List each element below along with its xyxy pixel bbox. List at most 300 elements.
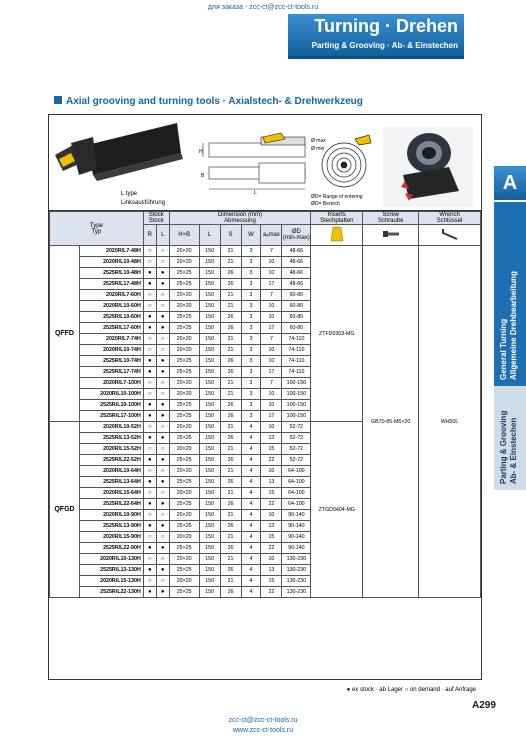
od-range: 74-110 xyxy=(282,356,311,367)
od-range: 48-66 xyxy=(282,279,311,290)
dim-l-label: L xyxy=(254,190,257,196)
stock-r: ○ xyxy=(143,510,156,521)
s-value: 26 xyxy=(220,587,241,598)
amax-value: 13 xyxy=(261,477,282,488)
stock-r: ● xyxy=(143,433,156,444)
s-value: 26 xyxy=(220,400,241,411)
stock-r: ● xyxy=(143,356,156,367)
hxb-value: 25×25 xyxy=(169,356,199,367)
part-code: 2020R/L10-74H xyxy=(79,345,143,356)
w-value: 3 xyxy=(241,334,261,345)
stock-l: ● xyxy=(156,279,169,290)
amax-value: 10 xyxy=(261,257,282,268)
amax-value: 10 xyxy=(261,345,282,356)
stock-l: ○ xyxy=(156,444,169,455)
stock-r: ● xyxy=(143,521,156,532)
s-value: 26 xyxy=(220,565,241,576)
amax-value: 15 xyxy=(261,532,282,543)
l-value: 150 xyxy=(199,400,220,411)
part-code: 2525R/L10-48H xyxy=(79,268,143,279)
od-range: 60-80 xyxy=(282,290,311,301)
amax-value: 13 xyxy=(261,433,282,444)
hxb-value: 20×20 xyxy=(169,334,199,345)
amax-value: 22 xyxy=(261,455,282,466)
l-value: 150 xyxy=(199,444,220,455)
s-value: 21 xyxy=(220,290,241,301)
s-value: 26 xyxy=(220,499,241,510)
part-code: 2020R/L10-60H xyxy=(79,301,143,312)
inserts-header: Inserts Stechplatten xyxy=(311,212,363,225)
stock-l-header: L xyxy=(156,225,169,246)
amax-value: 13 xyxy=(261,565,282,576)
part-code: 2020R/L15-52H xyxy=(79,444,143,455)
hxb-value: 20×20 xyxy=(169,510,199,521)
amax-value: 10 xyxy=(261,466,282,477)
stock-legend: ● ex stock · ab Lager ○ on demand · auf Anfrage xyxy=(346,687,476,693)
od-range: 90-140 xyxy=(282,510,311,521)
w-value: 3 xyxy=(241,323,261,334)
stock-l: ● xyxy=(156,323,169,334)
s-value: 21 xyxy=(220,554,241,565)
l-value: 150 xyxy=(199,312,220,323)
screw-thumbnail xyxy=(363,225,419,246)
w-value: 4 xyxy=(241,499,261,510)
w-value: 4 xyxy=(241,532,261,543)
stock-r: ○ xyxy=(143,554,156,565)
w-value: 4 xyxy=(241,565,261,576)
w-value: 3 xyxy=(241,257,261,268)
section-square-icon xyxy=(54,96,62,104)
part-code: 2525R/L10-100H xyxy=(79,400,143,411)
od-range: 74-110 xyxy=(282,334,311,345)
l-value: 150 xyxy=(199,301,220,312)
stock-r: ● xyxy=(143,312,156,323)
od-header: ØD (min-max) xyxy=(282,225,311,246)
l-value: 150 xyxy=(199,499,220,510)
stock-r: ○ xyxy=(143,532,156,543)
s-value: 26 xyxy=(220,411,241,422)
screw-code: GB70-85-M6×20 xyxy=(363,246,419,598)
page-subtitle: Parting & Grooving · Ab- & Einstechen xyxy=(311,41,458,50)
part-code: 2020R/L7-100H xyxy=(79,378,143,389)
ltype-label-de: Linksausführung xyxy=(121,200,166,206)
hxb-value: 20×20 xyxy=(169,444,199,455)
od-range: 64-100 xyxy=(282,477,311,488)
od-range: 100-150 xyxy=(282,389,311,400)
w-header: W xyxy=(241,225,261,246)
od-range: 60-80 xyxy=(282,323,311,334)
w-value: 3 xyxy=(241,367,261,378)
amax-value: 7 xyxy=(261,246,282,257)
w-value: 3 xyxy=(241,246,261,257)
stock-l: ● xyxy=(156,312,169,323)
l-value: 150 xyxy=(199,532,220,543)
banner-divider xyxy=(288,56,464,59)
l-value: 150 xyxy=(199,411,220,422)
w-value: 4 xyxy=(241,477,261,488)
part-code: 2020R/L15-90H xyxy=(79,532,143,543)
hxb-value: 20×20 xyxy=(169,301,199,312)
od-range: 48-66 xyxy=(282,257,311,268)
w-value: 4 xyxy=(241,554,261,565)
machining-photo-icon xyxy=(383,127,473,207)
part-code: 2020R/L10-52H xyxy=(79,422,143,433)
s-value: 21 xyxy=(220,510,241,521)
od-range: 48-66 xyxy=(282,268,311,279)
w-value: 4 xyxy=(241,466,261,477)
l-value: 150 xyxy=(199,356,220,367)
od-range: 90-140 xyxy=(282,543,311,554)
part-code: 2525R/L13-52H xyxy=(79,433,143,444)
part-code: 2020R/L10-100H xyxy=(79,389,143,400)
od-range: 74-110 xyxy=(282,345,311,356)
hxb-value: 20×20 xyxy=(169,389,199,400)
s-value: 21 xyxy=(220,488,241,499)
w-value: 3 xyxy=(241,345,261,356)
amax-value: 15 xyxy=(261,444,282,455)
s-value: 26 xyxy=(220,477,241,488)
stock-l: ● xyxy=(156,455,169,466)
stock-l: ● xyxy=(156,411,169,422)
part-code: 2020R/L15-64H xyxy=(79,488,143,499)
stock-l: ○ xyxy=(156,422,169,433)
table-row xyxy=(50,246,481,257)
hxb-value: 20×20 xyxy=(169,488,199,499)
part-code: 2525R/L22-52H xyxy=(79,455,143,466)
l-value: 150 xyxy=(199,345,220,356)
s-value: 26 xyxy=(220,356,241,367)
hxb-value: 20×20 xyxy=(169,290,199,301)
s-value: 26 xyxy=(220,367,241,378)
wrench-header: Wrench Schlüssel xyxy=(419,212,481,225)
stock-l: ● xyxy=(156,543,169,554)
l-value: 150 xyxy=(199,246,220,257)
od-range: 90-140 xyxy=(282,521,311,532)
s-value: 26 xyxy=(220,312,241,323)
stock-r: ● xyxy=(143,587,156,598)
stock-r: ● xyxy=(143,499,156,510)
stock-l: ● xyxy=(156,400,169,411)
amax-value: 13 xyxy=(261,521,282,532)
amax-value: 7 xyxy=(261,378,282,389)
amax-value: 22 xyxy=(261,543,282,554)
amax-value: 10 xyxy=(261,268,282,279)
range-label: ØD= Range of entering xyxy=(311,194,363,200)
stock-r: ○ xyxy=(143,422,156,433)
part-code: 2525R/L10-74H xyxy=(79,356,143,367)
w-value: 3 xyxy=(241,356,261,367)
product-frame xyxy=(48,114,482,680)
w-value: 3 xyxy=(241,389,261,400)
part-code: 2525R/L17-74H xyxy=(79,367,143,378)
stock-l: ○ xyxy=(156,246,169,257)
s-value: 21 xyxy=(220,444,241,455)
stock-r: ○ xyxy=(143,290,156,301)
wrench-icon xyxy=(439,225,461,243)
s-value: 21 xyxy=(220,301,241,312)
group-name: QFGD xyxy=(50,422,80,598)
part-code: 2020R/L10-130H xyxy=(79,554,143,565)
l-value: 150 xyxy=(199,323,220,334)
stock-l: ● xyxy=(156,521,169,532)
side-tab-parting xyxy=(494,386,526,490)
amax-value: 7 xyxy=(261,290,282,301)
stock-r: ● xyxy=(143,367,156,378)
s-value: 21 xyxy=(220,246,241,257)
l-value: 150 xyxy=(199,543,220,554)
part-code: 2525R/L13-64H xyxy=(79,477,143,488)
s-value: 21 xyxy=(220,334,241,345)
amax-value: 17 xyxy=(261,279,282,290)
spec-table xyxy=(49,211,481,598)
hxb-value: 25×25 xyxy=(169,455,199,466)
dim-h-label: H xyxy=(199,149,203,155)
stock-l: ● xyxy=(156,477,169,488)
stock-r: ● xyxy=(143,411,156,422)
group-name: QFFD xyxy=(50,246,80,422)
spec-table-body xyxy=(50,246,481,598)
dmin-label: Ø min xyxy=(311,146,325,152)
stock-l: ● xyxy=(156,565,169,576)
amax-header: aₐmax xyxy=(261,225,282,246)
wrench-thumbnail xyxy=(419,225,481,246)
s-value: 26 xyxy=(220,323,241,334)
stock-l: ○ xyxy=(156,488,169,499)
part-code: 2525R/L10-60H xyxy=(79,312,143,323)
type-header: Type Typ xyxy=(50,212,144,246)
hxb-value: 20×20 xyxy=(169,554,199,565)
od-range: 100-150 xyxy=(282,411,311,422)
od-range: 90-140 xyxy=(282,532,311,543)
hxb-value: 20×20 xyxy=(169,345,199,356)
w-value: 4 xyxy=(241,543,261,554)
screw-icon xyxy=(380,225,402,243)
hxb-value: 25×25 xyxy=(169,411,199,422)
footer-email[interactable]: zcc-ct@zcc-ct-tools.ru xyxy=(228,717,298,724)
stock-l: ● xyxy=(156,268,169,279)
w-value: 3 xyxy=(241,279,261,290)
od-range: 100-150 xyxy=(282,400,311,411)
hxb-value: 25×25 xyxy=(169,433,199,444)
stock-r: ○ xyxy=(143,488,156,499)
stock-r: ○ xyxy=(143,444,156,455)
l-value: 150 xyxy=(199,433,220,444)
l-value: 150 xyxy=(199,257,220,268)
side-tab-general-turning xyxy=(494,202,526,386)
s-value: 26 xyxy=(220,521,241,532)
hxb-value: 25×25 xyxy=(169,565,199,576)
part-code: 2020R/L15-130H xyxy=(79,576,143,587)
stock-l: ● xyxy=(156,367,169,378)
groove-circle-icon xyxy=(322,135,371,187)
l-value: 150 xyxy=(199,290,220,301)
stock-l: ● xyxy=(156,499,169,510)
stock-l: ● xyxy=(156,356,169,367)
l-value: 150 xyxy=(199,389,220,400)
od-range: 60-80 xyxy=(282,312,311,323)
w-value: 4 xyxy=(241,488,261,499)
w-value: 3 xyxy=(241,301,261,312)
stock-r: ○ xyxy=(143,246,156,257)
hxb-value: 25×25 xyxy=(169,400,199,411)
part-code: 2020R/L7-74H xyxy=(79,334,143,345)
tool-drawing-side-icon xyxy=(209,163,305,189)
stock-r: ○ xyxy=(143,378,156,389)
s-value: 26 xyxy=(220,279,241,290)
l-value: 150 xyxy=(199,554,220,565)
s-value: 26 xyxy=(220,268,241,279)
page-title: Turning · Drehen xyxy=(314,16,458,36)
stock-r: ○ xyxy=(143,301,156,312)
l-value: 150 xyxy=(199,477,220,488)
stock-l: ● xyxy=(156,433,169,444)
stock-r: ○ xyxy=(143,466,156,477)
hxb-value: 25×25 xyxy=(169,499,199,510)
stock-l: ○ xyxy=(156,554,169,565)
l-value: 150 xyxy=(199,367,220,378)
stock-r: ● xyxy=(143,268,156,279)
w-value: 4 xyxy=(241,510,261,521)
stock-r: ○ xyxy=(143,576,156,587)
w-value: 4 xyxy=(241,521,261,532)
stock-r: ○ xyxy=(143,389,156,400)
insert-thumbnail xyxy=(311,225,363,246)
l-value: 150 xyxy=(199,455,220,466)
stock-r: ● xyxy=(143,477,156,488)
top-contact-note: для заказа - zcc-ct@zcc-ct-tools.ru xyxy=(207,4,319,11)
stock-l: ○ xyxy=(156,257,169,268)
s-value: 26 xyxy=(220,543,241,554)
amax-value: 15 xyxy=(261,576,282,587)
stock-l: ○ xyxy=(156,532,169,543)
part-code: 2020R/L10-90H xyxy=(79,510,143,521)
od-range: 64-100 xyxy=(282,499,311,510)
l-value: 150 xyxy=(199,268,220,279)
hxb-value: 20×20 xyxy=(169,466,199,477)
stock-r: ○ xyxy=(143,345,156,356)
s-header: S xyxy=(220,225,241,246)
stock-l: ○ xyxy=(156,576,169,587)
w-value: 3 xyxy=(241,378,261,389)
stock-l: ○ xyxy=(156,290,169,301)
stock-r: ● xyxy=(143,323,156,334)
stock-l: ○ xyxy=(156,301,169,312)
w-value: 3 xyxy=(241,400,261,411)
hxb-value: 20×20 xyxy=(169,378,199,389)
amax-value: 10 xyxy=(261,400,282,411)
w-value: 4 xyxy=(241,433,261,444)
insert-code: ZTFD0303-MG xyxy=(311,246,363,422)
hxb-value: 25×25 xyxy=(169,279,199,290)
od-range: 60-80 xyxy=(282,301,311,312)
s-value: 26 xyxy=(220,455,241,466)
s-value: 21 xyxy=(220,532,241,543)
s-value: 21 xyxy=(220,422,241,433)
stock-r-header: R xyxy=(143,225,156,246)
page-number: A299 xyxy=(472,700,496,711)
stock-l: ○ xyxy=(156,334,169,345)
hxb-value: 25×25 xyxy=(169,477,199,488)
hxb-value: 25×25 xyxy=(169,543,199,554)
stock-l: ○ xyxy=(156,345,169,356)
s-value: 26 xyxy=(220,433,241,444)
side-tab-general-en: General Turning xyxy=(499,318,508,380)
od-range: 52-72 xyxy=(282,455,311,466)
stock-r: ● xyxy=(143,543,156,554)
footer-website[interactable]: www.zcc-ct-tools.ru xyxy=(232,727,294,734)
side-tab-general-de: Allgemeine Drehbearbeitung xyxy=(509,271,518,380)
l-value: 150 xyxy=(199,565,220,576)
side-tab-letter: A xyxy=(494,166,526,200)
l-value: 150 xyxy=(199,521,220,532)
stock-r: ○ xyxy=(143,257,156,268)
stock-l: ○ xyxy=(156,378,169,389)
w-value: 3 xyxy=(241,312,261,323)
dimension-header: Dimension (mm) Abmessung xyxy=(169,212,311,225)
range-label-de: ØD= Bereich xyxy=(311,201,340,207)
hxb-value: 20×20 xyxy=(169,257,199,268)
hxb-value: 25×25 xyxy=(169,587,199,598)
stock-r: ● xyxy=(143,455,156,466)
amax-value: 10 xyxy=(261,312,282,323)
hxb-value: 25×25 xyxy=(169,521,199,532)
ltype-label: L type xyxy=(121,191,138,197)
part-code: 2525R/L22-90H xyxy=(79,543,143,554)
l-value: 150 xyxy=(199,279,220,290)
od-range: 130-230 xyxy=(282,576,311,587)
amax-value: 17 xyxy=(261,323,282,334)
w-value: 4 xyxy=(241,444,261,455)
l-value: 150 xyxy=(199,466,220,477)
amax-value: 10 xyxy=(261,422,282,433)
s-value: 21 xyxy=(220,345,241,356)
od-range: 64-100 xyxy=(282,488,311,499)
part-code: 2525R/L13-130H xyxy=(79,565,143,576)
s-value: 21 xyxy=(220,389,241,400)
hxb-value: 20×20 xyxy=(169,576,199,587)
part-code: 2020R/L10-64H xyxy=(79,466,143,477)
s-value: 21 xyxy=(220,466,241,477)
l-value: 150 xyxy=(199,576,220,587)
amax-value: 10 xyxy=(261,301,282,312)
footer xyxy=(0,716,526,736)
od-range: 100-150 xyxy=(282,378,311,389)
part-code: 2525R/L17-100H xyxy=(79,411,143,422)
od-range: 48-66 xyxy=(282,246,311,257)
od-range: 130-230 xyxy=(282,565,311,576)
amax-value: 22 xyxy=(261,499,282,510)
amax-value: 7 xyxy=(261,334,282,345)
hxb-value: 25×25 xyxy=(169,323,199,334)
header-banner xyxy=(288,14,464,56)
l-header: L xyxy=(199,225,220,246)
stock-l: ● xyxy=(156,587,169,598)
od-range: 52-72 xyxy=(282,433,311,444)
stock-r: ● xyxy=(143,279,156,290)
part-code: 2525R/L22-64H xyxy=(79,499,143,510)
l-value: 150 xyxy=(199,510,220,521)
part-code: 2020R/L7-48H xyxy=(79,246,143,257)
hxb-header: H×B xyxy=(169,225,199,246)
part-code: 2525R/L22-130H xyxy=(79,587,143,598)
w-value: 4 xyxy=(241,576,261,587)
amax-value: 15 xyxy=(261,488,282,499)
stock-r: ● xyxy=(143,400,156,411)
s-value: 21 xyxy=(220,378,241,389)
s-value: 21 xyxy=(220,257,241,268)
hxb-value: 25×25 xyxy=(169,367,199,378)
od-range: 130-230 xyxy=(282,587,311,598)
